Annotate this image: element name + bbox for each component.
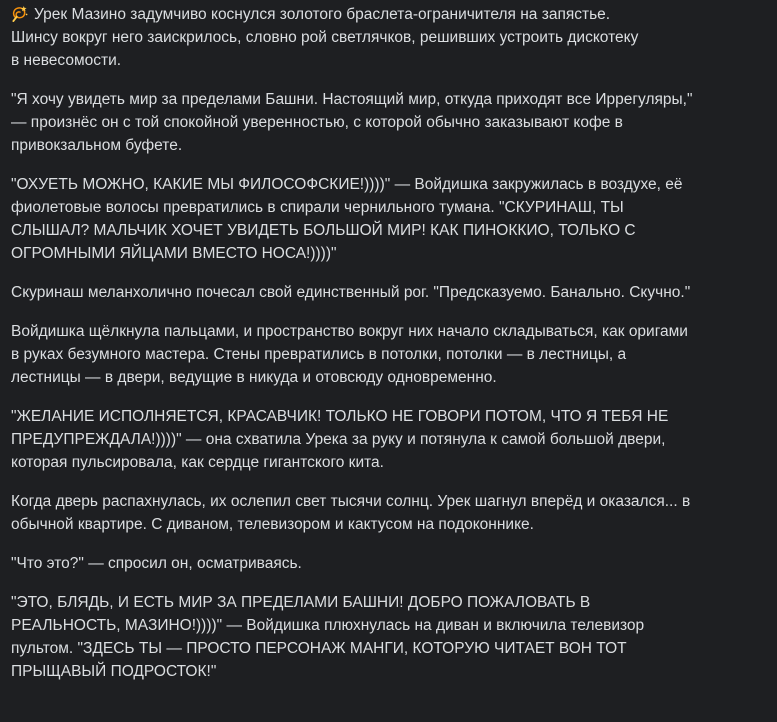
text-line: лестницы — в двери, ведущие в никуда и отовсюду одновременно. bbox=[11, 369, 497, 386]
text-line: которая пульсировала, как сердце гигантского кита. bbox=[11, 454, 384, 471]
text-line: фиолетовые волосы превратились в спирали чернильного тумана. "СКУРИНАШ, ТЫ bbox=[11, 199, 624, 216]
text-line: ОГРОМНЫМИ ЯЙЦАМИ ВМЕСТО НОСА!))))" bbox=[11, 245, 337, 262]
text-line: ПРЕДУПРЕЖДАЛА!))))" — она схватила Урека за руку и потянула к самой большой двери, bbox=[11, 431, 666, 448]
text-line: привокзальном буфете. bbox=[11, 137, 183, 154]
paragraph bbox=[11, 552, 746, 575]
paragraph bbox=[11, 88, 746, 157]
paragraph bbox=[11, 591, 746, 683]
text-line: Шинсу вокруг него заискрилось, словно рой светлячков, решивших устроить дискотеку bbox=[11, 29, 639, 46]
text-line: "Что это?" — спросил он, осматриваясь. bbox=[11, 555, 302, 572]
text-line: Урек Мазино задумчиво коснулся золотого браслета-ограничителя на запястье. bbox=[11, 3, 746, 26]
text-line: — произнёс он с той спокойной уверенностью, с которой обычно заказывают кофе в bbox=[11, 114, 623, 131]
text-line: "ОХУЕТЬ МОЖНО, КАКИЕ МЫ ФИЛОСОФСКИЕ!))))" — Войдишка закружилась в воздухе, её bbox=[11, 176, 683, 193]
paragraph bbox=[11, 490, 746, 536]
text-line: "ЖЕЛАНИЕ ИСПОЛНЯЕТСЯ, КРАСАВЧИК! ТОЛЬКО НЕ ГОВОРИ ПОТОМ, ЧТО Я ТЕБЯ НЕ bbox=[11, 408, 669, 425]
paragraph bbox=[11, 320, 746, 389]
text-line: Войдишка щёлкнула пальцами, и пространство вокруг них начало складываться, как оригами bbox=[11, 323, 688, 340]
text-line: ПРЫЩАВЫЙ ПОДРОСТОК!" bbox=[11, 663, 217, 680]
paragraph bbox=[11, 3, 746, 72]
text-line: Когда дверь распахнулась, их ослепил свет тысячи солнц. Урек шагнул вперёд и оказался... в bbox=[11, 493, 691, 510]
text-line: "Я хочу увидеть мир за пределами Башни. Настоящий мир, откуда приходят все Иррегуляры," bbox=[11, 91, 693, 108]
text-line: Скуринаш меланхолично почесал свой единственный рог. "Предсказуемо. Банально. Скучно." bbox=[11, 284, 691, 301]
text-line: обычной квартире. С диваном, телевизором и кактусом на подоконнике. bbox=[11, 516, 534, 533]
text-line: пультом. "ЗДЕСЬ ТЫ — ПРОСТО ПЕРСОНАЖ МАНГИ, КОТОРУЮ ЧИТАЕТ ВОН ТОТ bbox=[11, 640, 627, 657]
paragraph bbox=[11, 405, 746, 474]
text-line: РЕАЛЬНОСТЬ, МАЗИНО!))))" — Войдишка плюхнулась на диван и включила телевизор bbox=[11, 617, 645, 634]
text-line: в руках безумного мастера. Стены превратились в потолки, потолки — в лестницы, а bbox=[11, 346, 627, 363]
text-line: СЛЫШАЛ? МАЛЬЧИК ХОЧЕТ УВИДЕТЬ БОЛЬШОЙ МИР! КАК ПИНОККИО, ТОЛЬКО С bbox=[11, 222, 636, 239]
paragraph bbox=[11, 281, 746, 304]
paragraph bbox=[11, 173, 746, 265]
text-line: в невесомости. bbox=[11, 52, 122, 69]
dizzy-icon bbox=[11, 5, 28, 22]
text-line: "ЭТО, БЛЯДЬ, И ЕСТЬ МИР ЗА ПРЕДЕЛАМИ БАШНИ! ДОБРО ПОЖАЛОВАТЬ В bbox=[11, 594, 591, 611]
